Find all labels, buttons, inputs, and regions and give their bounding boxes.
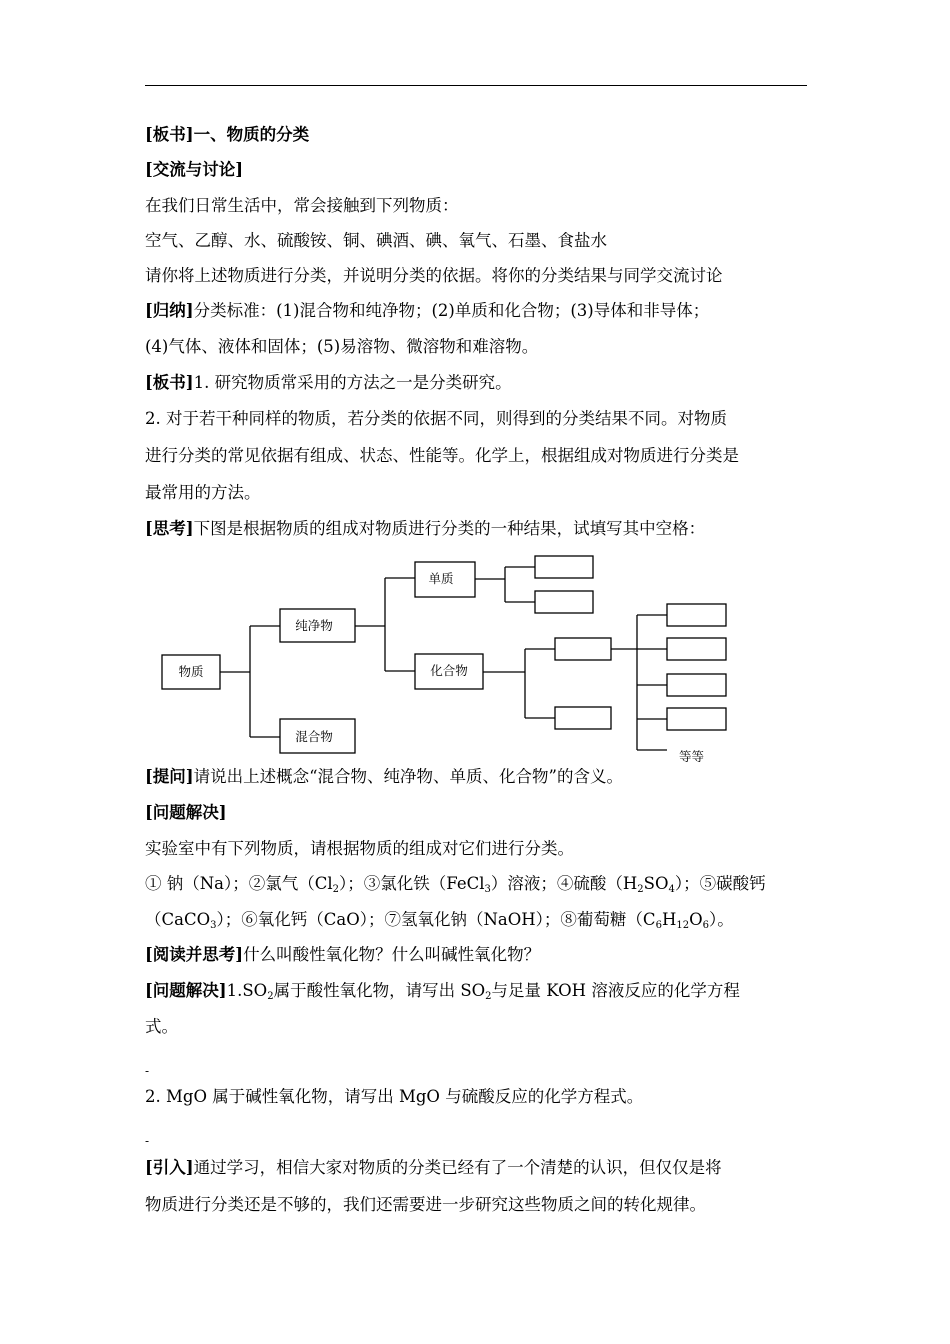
point2-line2: 进行分类的常见依据有组成、状态、性能等。化学上，根据组成对物质进行分类是	[145, 446, 739, 465]
point2-line3: 最常用的方法。	[145, 483, 261, 502]
point2-line1: 2. 对于若干种同样的物质，若分类的依据不同，则得到的分类结果不同。对物质	[145, 409, 727, 428]
label-element: 单质	[428, 571, 454, 586]
board-heading: [板书]一、物质的分类	[145, 125, 310, 144]
solve-tag: [问题解决]	[145, 803, 227, 822]
solve-intro: 实验室中有下列物质，请根据物质的组成对它们进行分类。	[145, 839, 574, 858]
substance-list: 空气、乙醇、水、硫酸铵、铜、碘酒、碘、氧气、石墨、食盐水	[145, 231, 607, 250]
blank-element-1	[535, 556, 593, 578]
blank-sub-1	[667, 604, 726, 626]
summary-line1: [归纳]分类标准：(1)混合物和纯净物；(2)单质和化合物；(3)导体和非导体；	[145, 301, 710, 320]
blank-sub-4	[667, 708, 726, 730]
label-compound: 化合物	[430, 663, 468, 678]
label-root: 物质	[178, 664, 204, 679]
ask-line: [提问]请说出上述概念“混合物、纯净物、单质、化合物”的含义。	[145, 767, 623, 786]
answer-dash-2: -	[145, 1134, 150, 1148]
read-line: [阅读并思考]什么叫酸性氧化物？什么叫碱性氧化物？	[145, 945, 541, 964]
discuss-task: 请你将上述物质进行分类，并说明分类的依据。将你的分类结果与同学交流讨论	[145, 266, 723, 285]
substance-list-line2: （CaCO$_3$）；⑥氧化钙（CaO）；⑦氢氧化钠（NaOH）；⑧葡萄糖$(C_6H_{12}O_6)$。	[145, 910, 734, 931]
think-line: [思考]下图是根据物质的组成对物质进行分类的一种结果，试填写其中空格：	[145, 519, 706, 538]
answer-dash-1: -	[145, 1064, 150, 1078]
mgo-line: 2. MgO 属于碱性氧化物，请写出 MgO 与硫酸反应的化学方程式。	[145, 1087, 644, 1106]
label-etc: 等等	[679, 749, 705, 764]
blank-compound-1	[555, 638, 611, 660]
label-pure: 纯净物	[295, 618, 333, 633]
blank-sub-2	[667, 638, 726, 660]
blank-compound-2	[555, 707, 611, 729]
label-mixture: 混合物	[295, 729, 333, 744]
intro-line2: 物质进行分类还是不够的，我们还需要进一步研究这些物质之间的转化规律。	[145, 1195, 706, 1214]
solve2-line2: 式。	[145, 1017, 178, 1036]
intro-line1: [引入]通过学习，相信大家对物质的分类已经有了一个清楚的认识，但仅仅是将	[145, 1158, 722, 1177]
blank-sub-3	[667, 674, 726, 696]
solve2-line1: [问题解决]$1.SO_2$属于酸性氧化物，请写出 $SO_2$与足量 KOH 溶液反应的化学方程	[145, 981, 740, 1002]
discuss-tag: [交流与讨论]	[145, 160, 244, 179]
summary-line2: (4)气体、液体和固体；(5)易溶物、微溶物和难溶物。	[145, 337, 539, 356]
discuss-intro: 在我们日常生活中，常会接触到下列物质：	[145, 196, 459, 215]
board-point1: [板书]1. 研究物质常采用的方法之一是分类研究。	[145, 373, 512, 392]
blank-element-2	[535, 591, 593, 613]
substance-list-line1: ① 钠（Na）；②氯气$(Cl_2)$；③氯化铁（FeCl$_3$）溶液；④硫酸$(H_2SO_4)$；⑤碳酸钙	[145, 874, 766, 895]
